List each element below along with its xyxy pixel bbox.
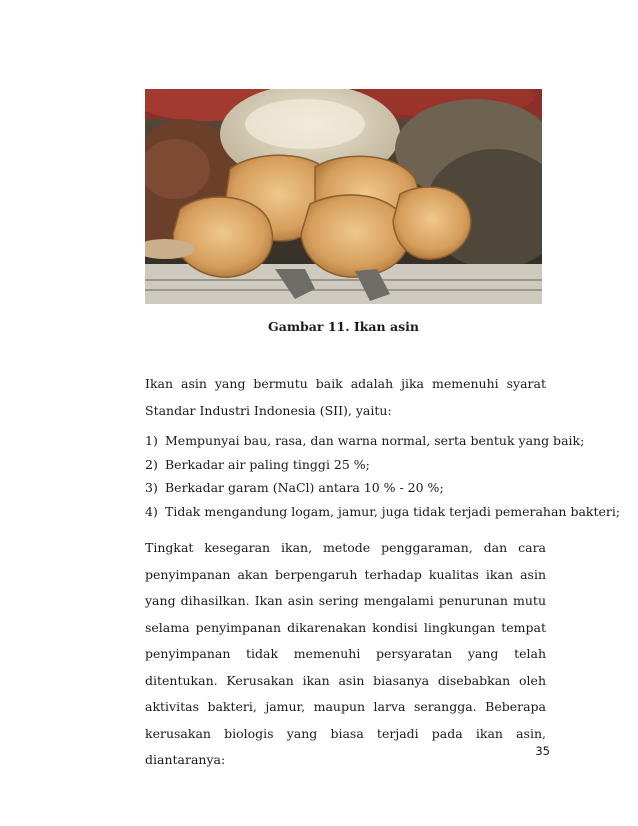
- list-item: [145, 500, 621, 524]
- list-item-text: Berkadar garam (NaCl) antara 10 % - 20 %;: [165, 480, 444, 495]
- requirements-list: [145, 429, 621, 523]
- list-item-text: Berkadar air paling tinggi 25 %;: [165, 456, 370, 472]
- list-item-text: Tidak mengandung logam, jamur, juga tidak terjadi pemerahan bakteri;: [165, 503, 621, 519]
- salted-fish-photo: [145, 89, 542, 304]
- list-item: [145, 476, 550, 500]
- list-item-number: 2): [145, 456, 158, 472]
- list-item: [145, 453, 550, 477]
- figure-caption: Gambar 11. Ikan asin: [268, 319, 419, 334]
- paragraph-sii-intro: Ikan asin yang bermutu baik adalah jika memenuhi syarat Standar Industri Indonesia (SII), yaitu:: [145, 376, 546, 418]
- list-item-number: 4): [145, 503, 158, 519]
- salted-fish-illustration: [145, 89, 542, 304]
- list-item-text: Mempunyai bau, rasa, dan warna normal, serta bentuk yang baik;: [165, 433, 585, 448]
- page-number: 35: [535, 744, 550, 758]
- list-item-number: 1): [145, 433, 158, 448]
- paragraph-quality-factors: Tingkat kesegaran ikan, metode penggaraman, dan cara penyimpanan akan berpengaruh terhadap kualitas ikan asin yang dihasilkan. Ikan asin sering mengalami penurunan mutu selama penyimpanan dikarenakan kondisi lingkungan tempat penyimpanan tidak memenuhi persyaratan yang telah ditentukan. Kerusakan ikan asin biasanya disebabkan oleh aktivitas bakteri, jamur, maupun larva serangga. Beberapa kerusakan biologis yang biasa terjadi pada ikan asin, diantaranya:: [145, 540, 546, 767]
- list-item-number: 3): [145, 480, 158, 495]
- list-item: [145, 429, 585, 453]
